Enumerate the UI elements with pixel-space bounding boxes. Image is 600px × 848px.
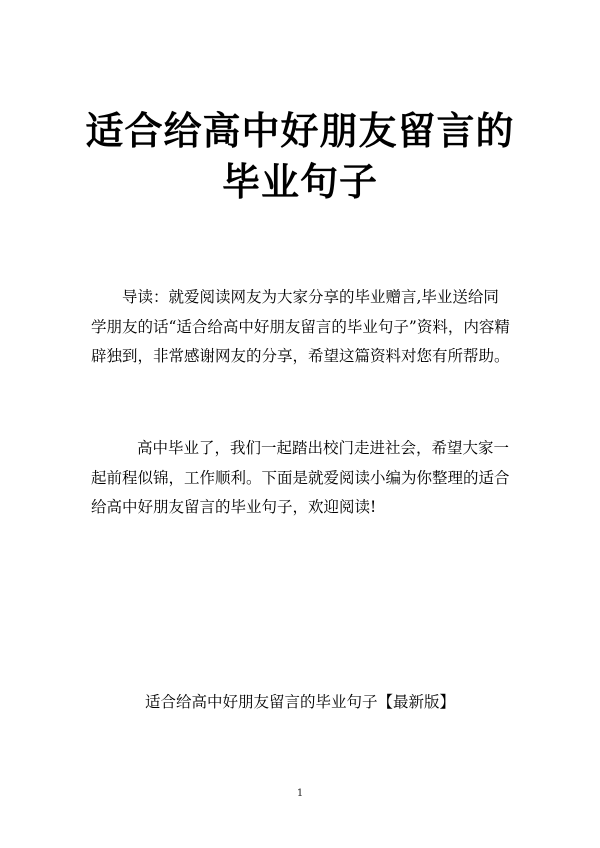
page-number: 1 [296, 788, 304, 799]
section-heading: 适合给高中好朋友留言的毕业句子【最新版】 [144, 693, 455, 711]
document-title-line-1: 适合给高中好朋友留言的 [85, 108, 515, 153]
document-title-line-2: 毕业句子 [221, 159, 378, 204]
body-paragraph: 高中毕业了，我们一起踏出校门走进社会，希望大家一起前程似锦，工作顺利。下面是就爱阅读小编为你整理的适合给高中好朋友留言的毕业句子，欢迎阅读! [91, 439, 510, 516]
intro-paragraph: 导读：就爱阅读网友为大家分享的毕业赠言,毕业送给同学朋友的话“适合给高中好朋友留言的毕业句子”资料，内容精辟独到，非常感谢网友的分享，希望这篇资料对您有所帮助。 [91, 288, 510, 365]
